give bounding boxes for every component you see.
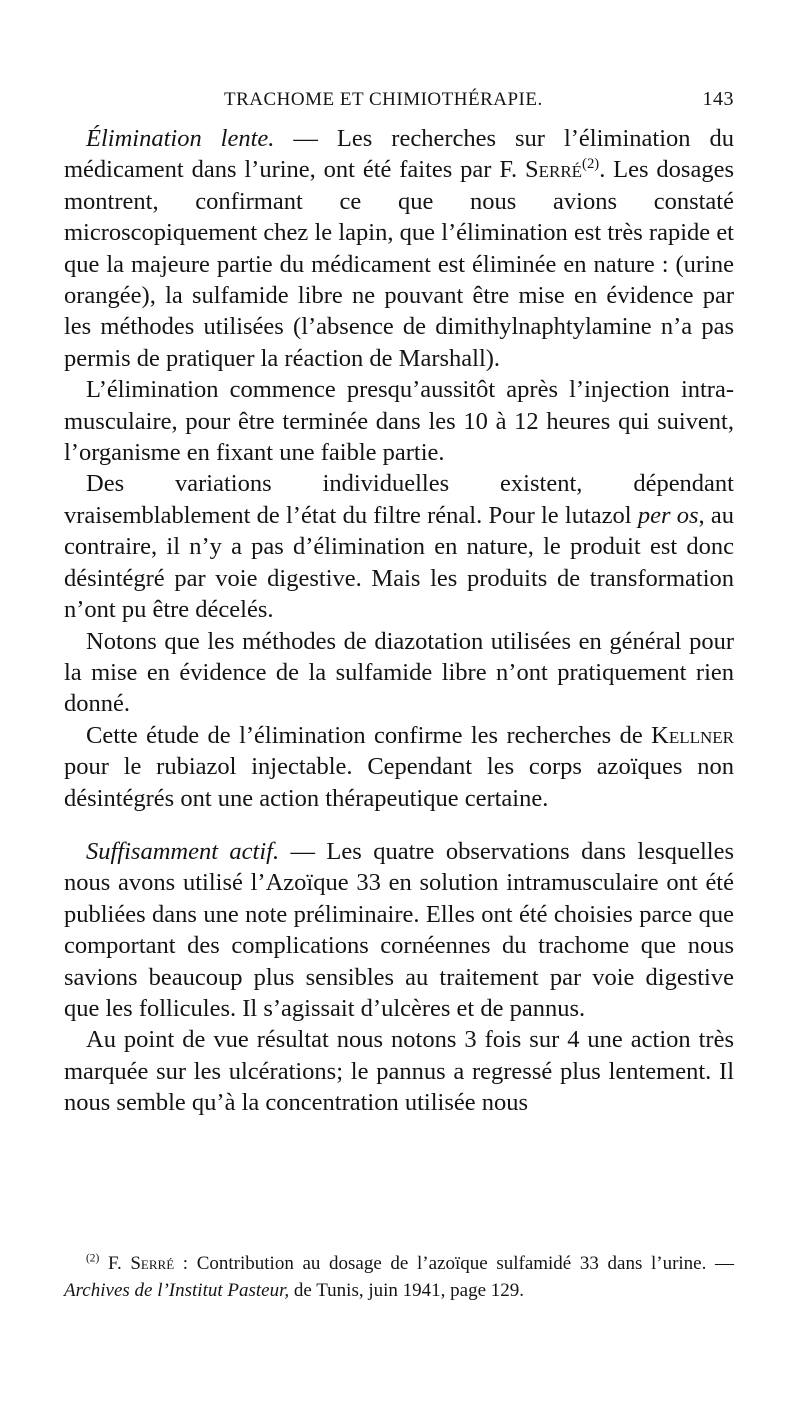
- running-title: TRACHOME ET CHIMIOTHÉRAPIE.: [224, 89, 543, 110]
- run-in-heading: Suffisamment actif.: [86, 837, 280, 865]
- paragraph: Notons que les méthodes de diazotation utilisées en général pour la mise en évidence de la sulfamide libre n’ont pratiquement rien donné.: [64, 627, 734, 718]
- book-page: [64, 88, 734, 1119]
- text-run: — Les recherches sur l’élimination du médicament dans l’urine, ont été faites par F.: [64, 125, 734, 184]
- text-run: — Les quatre observations dans lesquelles nous avons utilisé l’Azoïque 33 en solution intramusculaire ont été publiées dans une note préliminaire. Elles ont été choisies parce que comportant des complications cornéennes du trachome que nous savions beaucoup plus sensibles au traitement par voie digestive que les follicules. Il s’agissait d’ulcères et de pannus.: [64, 837, 734, 1022]
- footnote-reference: (2): [582, 156, 600, 173]
- footnote: [64, 1250, 734, 1304]
- paragraph: Au point de vue résultat nous notons 3 fois sur 4 une action très marquée sur les ulcérations; le pannus a regressé plus lentement. Il nous semble qu’à la concentration utilisée nous: [64, 1026, 734, 1117]
- footnote-text: : Contribution au dosage de l’azoïque sulfamidé 33 dans l’urine. —: [174, 1253, 735, 1274]
- footnote-text: de Tunis, juin 1941, page 129.: [289, 1280, 525, 1301]
- text-run: pour le rubiazol injectable. Cependant les corps azoïques non désintégrés ont une action thérapeutique certaine.: [64, 753, 734, 812]
- page-number: 143: [702, 88, 734, 110]
- author-name: Kellner: [651, 721, 734, 749]
- paragraph: [64, 468, 734, 625]
- paragraph: L’élimination commence presqu’aussitôt après l’injection intra-musculaire, pour être terminée dans les 10 à 12 heures qui suivent, l’organisme en fixant une faible partie.: [64, 376, 734, 467]
- paragraph: [64, 720, 734, 814]
- footnote-marker: (2): [86, 1252, 100, 1265]
- text-run: Des variations individuelles existent, dépendant vraisemblablement de l’état du filtre rénal. Pour le lutazol: [64, 470, 734, 529]
- paragraph-suffisamment-actif: [64, 836, 734, 1024]
- run-in-heading: Élimination lente.: [86, 125, 275, 152]
- italic-term: per os: [637, 501, 699, 529]
- running-header: [64, 88, 734, 111]
- footnote-author: F. Serré: [107, 1253, 175, 1274]
- text-run: , au contraire, il n’y a pas d’élimination en nature, le produit est donc désintégré par voie digestive. Mais les produits de transformation n’ont pu être décelés.: [64, 501, 735, 624]
- text-run: Cette étude de l’élimination confirme les recherches de: [86, 721, 652, 749]
- paragraph-elimination-lente: [64, 123, 734, 374]
- section-gap: [64, 814, 734, 836]
- author-name: Serré: [524, 156, 583, 184]
- text-run: . Les dosages montrent, confirmant ce que nous avions constaté microscopiquement chez le lapin, que l’élimination est très rapide et que la majeure partie du médicament est éliminée en nature : (urine orangée), la sulfamide libre ne pouvant être mise en évidence par les méthodes utilisées (l’absence de dimithylnaphtylamine n’a pas permis de pratiquer la réaction de Marshall).: [64, 156, 734, 372]
- footnote-journal: Archives de l’Institut Pasteur,: [64, 1280, 290, 1301]
